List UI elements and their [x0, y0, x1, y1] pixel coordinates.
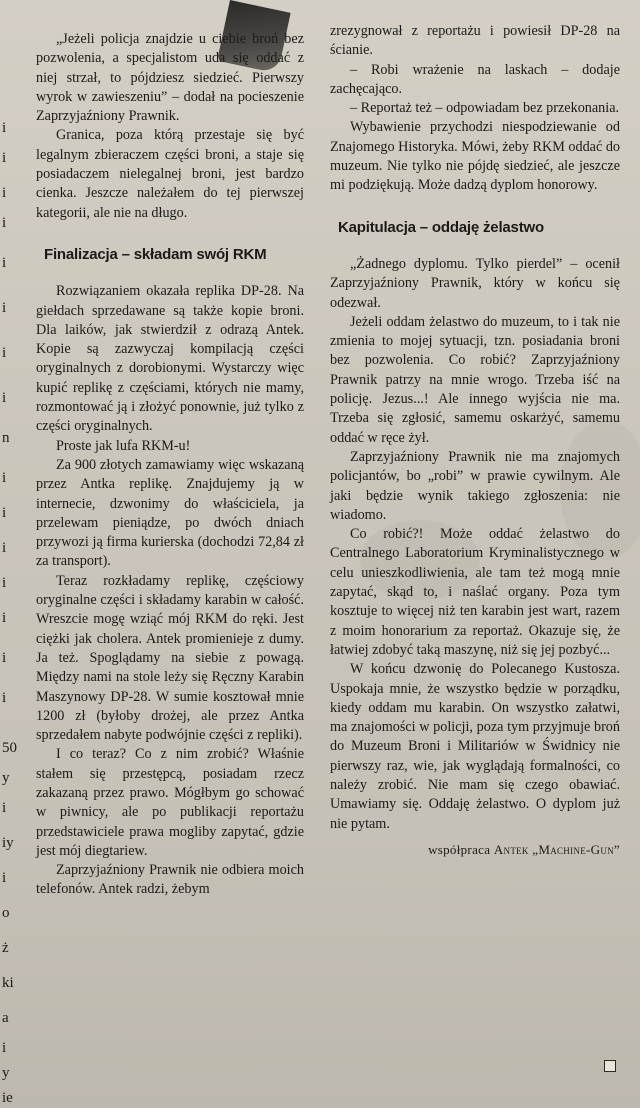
edge-fragment: i [2, 185, 7, 201]
paragraph: – Robi wrażenie na laskach – dodaje zachęcająco. [330, 61, 620, 97]
edge-fragment: i [2, 610, 7, 626]
paragraph: Jeżeli oddam żelastwo do muzeum, to i tak nie zmienia to mojej sytuacji, tzn. posiadania broni bez pozwolenia. Co robić? Zaprzyjaźniony Prawnik patrzy na mnie wrogo. Trzeba iść na policję. Jezus...! Ale innego wyjścia nie ma. Trzeba się zgłosić, samemu oskarżyć, samemu oddać w ręce żył. [330, 313, 620, 446]
paragraph: Rozwiązaniem okazała replika DP-28. Na giełdach sprzedawane są także kopie broni. Dla laików, jak stwierdził z odrazą Antek. Kopie są zazwyczaj kompilacją części oryginalnych z dorobionymi. Wystarczy więc kupić replikę z częściami, których nie mamy, rozmontować ją i złożyć ponownie, już tylko z części oryginalnych. [36, 283, 304, 435]
edge-fragment: i [2, 650, 7, 666]
edge-fragment: ż [2, 940, 9, 956]
edge-fragment: i [2, 120, 7, 136]
paragraph: Zaprzyjaźniony Prawnik nie odbiera moich telefonów. Antek radzi, żebym [36, 862, 304, 898]
edge-fragment: i [2, 470, 7, 486]
edge-fragment: n [2, 430, 10, 446]
edge-fragment: ie [2, 1090, 13, 1106]
paragraph: Co robić?! Może oddać żelastwo do Centralnego Laboratorium Kryminalistycznego w celu unieszkodliwienia, ale tam też mogą mnie zapytać, skąd to, i naślać organy. Poza tym kosztuje to więcej niż ten karabin jest wart, razem z moim honorarium za reportaż. Okazuje się, że łatwiej zdobyć taką maszynę, niż się jej pozbyć... [330, 526, 620, 658]
edge-fragment: ki [2, 975, 14, 991]
article-right-column [330, 0, 620, 859]
paragraph: I co teraz? Co z nim zrobić? Właśnie stałem się przestępcą, posiadam rzecz zakazaną przez prawo. Mógłbym go schować w piwnicy, ale po publikacji reportażu przedstawiciele prawa mogliby zapytać, gdzie jest mój diegtariew. [36, 746, 304, 859]
article-left-column [36, 0, 304, 900]
edge-fragment: i [2, 150, 7, 166]
paragraph: Wybawienie przychodzi niespodziewanie od Znajomego Historyka. Mówi, żeby RKM oddać do muzeum. Nie tylko nie pójdę siedzieć, ale jeszcze mi podziękują. Może dadzą dyplom honorowy. [330, 119, 621, 194]
edge-fragment: i [2, 300, 7, 316]
author-signature [330, 840, 620, 859]
paragraph: „Żadnego dyplomu. Tylko pierdel” – ocenił Zaprzyjaźniony Prawnik, który w końcu się odezwał. [330, 255, 620, 311]
edge-fragment: o [2, 905, 10, 921]
paragraph: Za 900 złotych zamawiamy więc wskazaną przez Antka replikę. Znajdujemy ją w internecie, dzwonimy do właściciela, ja przelewam pieniądze, po dwóch dniach przywozi ją firma kurierska (dochodzi 72,84 zł za transport). [36, 456, 304, 570]
edge-fragment: i [2, 215, 7, 231]
edge-fragment: i [2, 255, 7, 271]
paragraph: „Jeżeli policja znajdzie u ciebie broń bez pozwolenia, a specjalistom uda się oddać z niej strzał, to pójdziesz siedzieć. Pierwszy wyrok w zawieszeniu” – dodał na pocieszenie Zaprzyjaźniony Prawnik. [36, 31, 304, 125]
paragraph: – Reportaż też – odpowiadam bez przekonania. [350, 100, 620, 117]
edge-fragment: i [2, 390, 7, 406]
edge-fragment: i [2, 540, 7, 556]
paragraph: Zaprzyjaźniony Prawnik nie ma znajomych policjantów, bo „robi” w prawie cywilnym. Ale jaki będzie wynik takiego zgłoszenia: nie wiadomo. [330, 448, 620, 523]
paragraph: Proste jak lufa RKM-u! [56, 437, 191, 454]
end-of-article-mark [604, 1060, 616, 1072]
edge-fragment: i [2, 345, 7, 361]
edge-fragment: i [2, 800, 7, 816]
edge-fragment: iy [2, 835, 14, 851]
edge-fragment: 50 [2, 740, 17, 756]
previous-column-fragment [0, 0, 20, 1108]
edge-fragment: a [2, 1010, 9, 1026]
edge-fragment: i [2, 575, 7, 591]
section-subhead: Finalizacja – składam swój RKM [44, 245, 267, 263]
edge-fragment: i [2, 690, 7, 706]
paragraph: zrezygnował z reportażu i powiesił DP-28 na ścianie. [330, 23, 620, 59]
signature-prefix: współpraca [428, 841, 491, 857]
section-subhead: Kapitulacja – oddaję żelastwo [338, 218, 544, 236]
edge-fragment: i [2, 1040, 7, 1056]
edge-fragment: y [2, 1065, 10, 1081]
edge-fragment: y [2, 770, 10, 786]
paragraph: W końcu dzwonię do Polecanego Kustosza. Uspokaja mnie, że wszystko będzie w porządku, kiedy oddam mu karabin. On wszystko załatwi, ma znajomości w policji, poza tym przyjmuje broń do Muzeum Broni i Militariów w Świdnicy nie pierwszy raz, wie, jak wyglądają formalności, co należy zrobić. Nie mam się czego obawiać. Umawiamy się. Oddaję żelastwo. O dyplom już nie pytam. [330, 661, 620, 832]
edge-fragment: i [2, 870, 7, 886]
paragraph: Granica, poza którą przestaje się być legalnym zbieraczem części broni, a staje się posiadaczem nielegalnej broni, jest bardzo cienka. Jeszcze należałem do tej pierwszej kategorii, ale nie na długo. [36, 127, 304, 221]
edge-fragment: i [2, 505, 7, 521]
paragraph: Teraz rozkładamy replikę, częściowy oryginalne części i składamy karabin w całość. Wreszcie mogę wziąć mój RKM do ręki. Jest ciężki jak cholera. Antek promienieje z dumy. Ja też. Spoglądamy na siebie z powagą. Między nami na stole leży się Ręczny Karabin Maszynowy DP-28. W sumie kosztował mnie 1200 zł (byłoby drożej, ale przez Antka sprzedałem nabyte podwójnie części z repliki). [36, 572, 304, 744]
signature-name: Antek „Machine-Gun” [493, 841, 620, 857]
